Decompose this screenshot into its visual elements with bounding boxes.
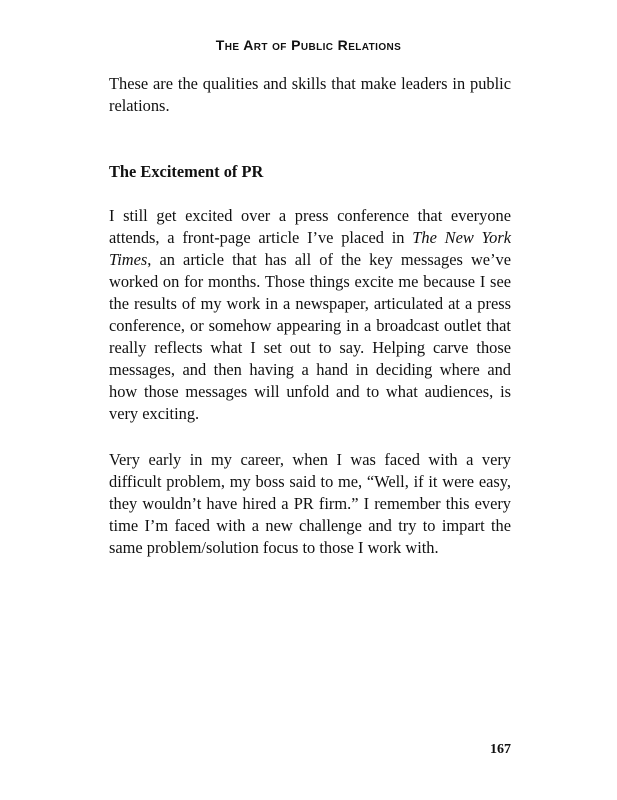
paragraph-qualities: These are the qualities and skills that make leaders in public relations. (109, 74, 511, 115)
section-heading: The Excitement of PR (109, 162, 264, 181)
paragraph-career: Very early in my career, when I was faced with a very difficult problem, my boss said to me, “Well, if it were easy, they wouldn’t have hired a PR firm.” I remember this every time I’m faced with a new challenge and try to impart the same problem/solution focus to those I work with. (109, 450, 511, 557)
running-head-title: The Art of Public Relations (215, 37, 402, 53)
publication-title: The New York Times (109, 228, 511, 269)
paragraph-excitement-part-2: , an article that has all of the key messages we’ve worked on for months. Those things excite me because I see the results of my work in a newspaper, articulated at a press conference, or somehow appearing in a broadcast outlet that really reflects what I set out to say. Helping carve those messages, and then having a hand in deciding where and how those messages will unfold and to what audiences, is very exciting. (109, 250, 511, 423)
paragraph-excitement (109, 205, 511, 425)
page-number: 167 (490, 742, 511, 757)
paragraph-excitement-part-1: I still get excited over a press conference that everyone attends, a front-page article I’ve placed in (109, 206, 511, 247)
